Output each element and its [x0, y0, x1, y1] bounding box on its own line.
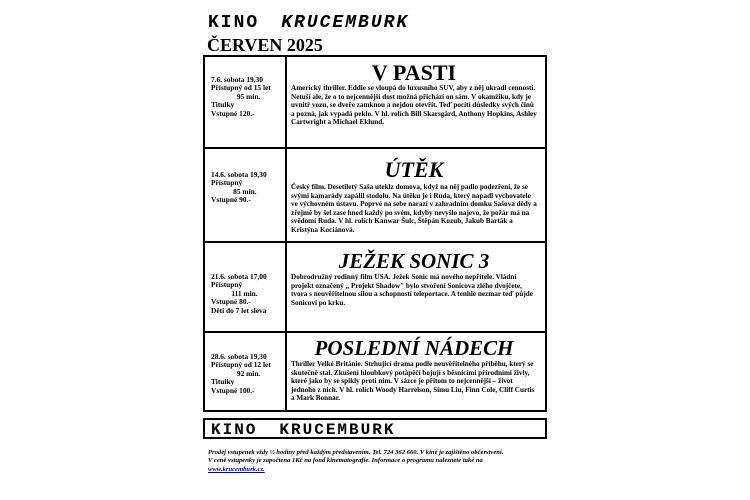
film-row-utek	[205, 149, 545, 243]
film-title: ÚTĚK	[384, 157, 444, 182]
screening-price: Vstupné 100.-	[211, 385, 255, 395]
screening-date: 21.6. sobota 17,00	[211, 272, 267, 281]
film-description: Thriller Velké Británie. Strhující drama podle neuvěřitelného příběhu, který se skutečně stal. Zkušení hloubkový potápěčí bojují s běsnícími přírodními živly, které jako by se spikly proti nim. V sázce je přitom to nejcennější – život jednoho z nich. V hl. rolích Woody Harrelson, Simu Liu, Finn Cole, Cliff Curtis a Mark Bonnar.	[291, 360, 535, 403]
screening-info	[211, 353, 283, 395]
screening-discount: Děti do 7 let sleva	[211, 305, 267, 315]
film-description: Americký thriller. Eddie se vloupá do luxusního SUV, aby z něj ukradl cennosti. Netuší ale, že o to nejcennější dost možná přichází on sám. V okamžiku, kdy je uvnitř vozu, se dveře zamknou a nejdou otevřít. Teď pocítí důsledky svých činů a pozná, jak vypadá peklo. V hl. rolích Bill Skarsgård, Anthony Hopkins, Ashley Cartwright a Michael Eklund.	[291, 84, 537, 127]
screening-age: Přístupný od 15 let	[211, 83, 271, 93]
screening-price: Vstupné 80.-	[211, 297, 251, 307]
footer-note-line2: V ceně vstupenky je započtena 1Kč na fond kinematografie. Informace o programu naleznete také na	[208, 457, 483, 465]
film-description: Dobrodružný rodinný film USA. Ježek Sonic má nového nepřítele. Vládní projekt označený „ Projekt Shadow" bylo stvoření Sonicova zlého dvojčete, tvora s neuvěřitelnou silou a schopností teleportace. A tenhle nezmar teď půjde Sonicovi po krku.	[291, 273, 533, 307]
screening-date: 14.6. sobota 19,30	[211, 170, 267, 179]
header-title	[208, 13, 409, 33]
film-title: JEŽEK SONIC 3	[338, 249, 490, 273]
screening-subtitles: Titulky	[211, 100, 235, 110]
screening-age: Přístupný od 12 let	[211, 360, 271, 370]
footer-note-line1: Prodej vstupenek vždy ½ hodiny před každým představením. Tel. 724 362 660. V kině je zajištěno občerstvení.	[208, 449, 504, 456]
screening-length: 111 min.	[211, 288, 258, 298]
film-row-jezek-sonic-3	[205, 243, 545, 333]
screening-info	[211, 76, 283, 118]
film-title: POSLEDNÍ NÁDECH	[314, 336, 514, 360]
screening-age: Přístupný	[211, 280, 243, 290]
header-cinema-name: KRUCEMBURK	[281, 13, 410, 33]
film-title: V PASTI	[371, 60, 457, 85]
film-row-posledni-nadech	[205, 333, 545, 410]
screening-price: Vstupné 120.-	[211, 108, 255, 118]
header-cinema-label: KINO	[208, 13, 260, 33]
screening-length: 92 min.	[211, 368, 261, 378]
program-table	[203, 55, 547, 412]
footer-cinema-label: KINO	[211, 421, 258, 439]
screening-length: 95 min.	[211, 91, 261, 101]
film-description: Český film. Desetiletý Saša uteklz domova, když na něj padlo podezření, že se svými kamarády zapálil stodolu. Na útěku je i Ruda, který napadl vychovatele ve výchovném ústavu. Poprvé na sebe narazí v zahradním domku Sašova dědy a zřejmě by šel zase hned každý po svém, kdyby nevyšlo najevo, že požár má na svědomí Ruda. V hl. rolích Kanwar Šulc, Štěpán Kozub, Jakub Barták a Kristýna Kociánová.	[291, 183, 537, 234]
footer-cinema-name: KRUCEMBURK	[279, 421, 396, 439]
program-month: ČERVEN 2025	[207, 35, 323, 55]
screening-date: 28.6. sobota 19,30	[211, 352, 267, 361]
screening-age: Přístupný	[211, 178, 243, 188]
screening-info	[211, 273, 283, 315]
screening-subtitles: Titulky	[211, 377, 235, 387]
film-row-v-pasti	[205, 57, 545, 149]
screening-info	[211, 171, 283, 205]
screening-price: Vstupné 90.-	[211, 195, 251, 205]
screening-date: 7.6. sobota 19,30	[211, 75, 263, 84]
footer-banner	[203, 418, 547, 439]
website-link[interactable]: www.krucemburk.cz.	[208, 465, 265, 473]
screening-length: 85 min.	[211, 186, 257, 196]
footer-note	[208, 449, 548, 474]
footer-title	[211, 421, 395, 439]
